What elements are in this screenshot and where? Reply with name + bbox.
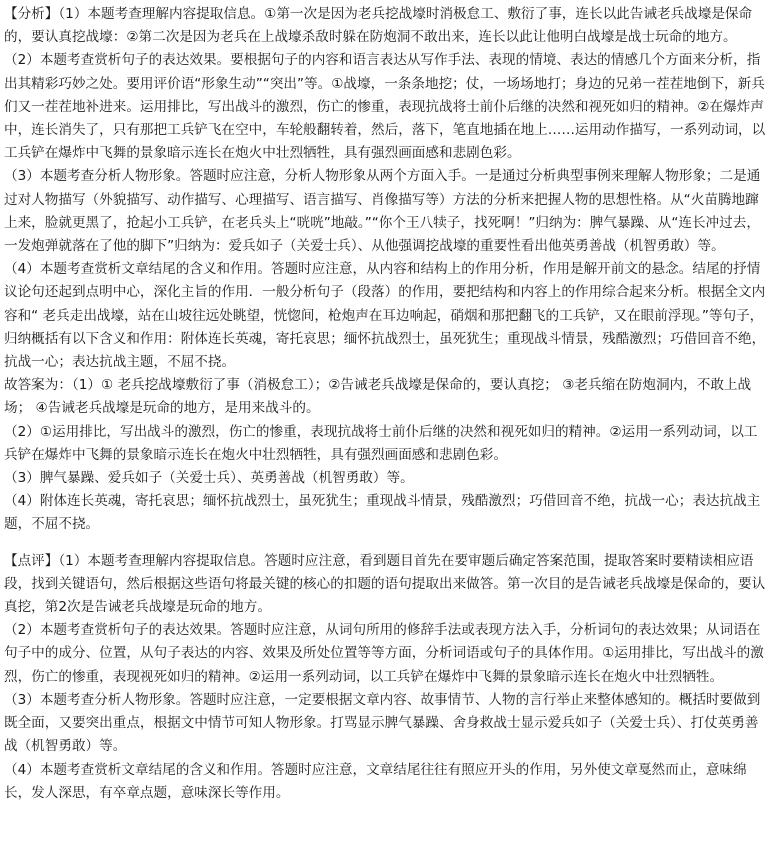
analysis-paragraph-1 [4,3,768,49]
review-paragraph-1 [4,550,768,620]
answer-paragraph-2: （2）①运用排比，写出战斗的激烈，伤亡的惨重，表现抗战将士前仆后继的决然和视死如归的精神。②运用一系列动词，以工兵铲在爆炸中飞舞的景象暗示连长在炮火中壮烈牺牲，具有强烈画面感和悲剧色彩。 [4,423,758,463]
review-paragraph-4: （4）本题考查赏析文章结尾的含义和作用。答题时应注意，文章结尾往往有照应开头的作用，另外使文章戛然而止，意味绵长，发人深思，有卒章点题，意味深长等作用。 [4,761,747,801]
analysis-section [4,3,768,374]
review-paragraph-3: （3）本题考查分析人物形象。答题时应注意，一定要根据文章内容、故事情节、人物的言行举止来整体感知的。概括时要做到既全面，又要突出重点，根据文中情节可知人物形象。打骂显示脾气暴躁、舍身救战士显示爱兵如子（关爱士兵）、打仗英勇善战（机智勇敢）等。 [4,691,761,755]
analysis-tag: 【分析】 [4,6,59,22]
answer-paragraph-4: （4）附体连长英魂，寄托哀思；缅怀抗战烈士，虽死犹生；重现战斗情景，残酷激烈；巧借回音不绝，抗战一心；表达抗战主题，不屈不挠。 [4,493,761,533]
review-section [4,550,768,805]
analysis-paragraph-2: （2）本题考查赏析句子的表达效果。要根据句子的内容和语言表达从写作手法、表现的情境、表达的情感几个方面来分析，指出其精彩巧妙之处。要用评价语“形象生动”“突出”等。①战壕，一条条地挖；仗，一场场地打；身边的兄弟一茬茬地倒下，新兵们又一茬茬地补进来。运用排比，写出战斗的激烈，伤亡的惨重，表现抗战将士前仆后继的决然和视死如归的精神。②在爆炸声中，连长消失了，只有那把工兵铲飞在空中，车轮般翻转着，然后，落下，笔直地插在地上……运用动作描写，一系列动词，以工兵铲在爆炸中飞舞的景象暗示连长在炮火中壮烈牺牲，具有强烈画面感和悲剧色彩。 [4,52,766,162]
review-tag: 【点评】 [4,552,59,569]
answer-paragraph-3: （3）脾气暴躁、爱兵如子（关爱士兵）、英勇善战（机智勇敢）等。 [4,470,414,487]
analysis-item-1-text: （1）本题考查理解内容提取信息。①第一次是因为老兵挖战壕时消极怠工、敷衍了事，连长以此告诫老兵战壕是保命的，要认真挖战壕：②第二次是因为老兵在上战壕杀敌时躲在防炮洞不敢出来，连长以此让他明白战壕是战士玩命的地方。 [4,6,753,46]
answer-section [4,374,768,536]
section-divider [4,537,768,550]
review-paragraph-2: （2）本题考查赏析句子的表达效果。答题时应注意，从词句所用的修辞手法或表现方法入手，分析词句的表达效果；从词语在句子中的成分、位置，从句子表达的内容、效果及所处位置等等方面，分析词语或句子的具体作用。①运用排比，写出战斗的激烈，伤亡的惨重，表现视死如归的精神。②运用一系列动词，以工兵铲在爆炸中飞舞的景象暗示连长在炮火中壮烈牺牲。 [4,622,764,685]
analysis-paragraph-3: （3）本题考查分析人物形象。答题时应注意，分析人物形象从两个方面入手。一是通过分析典型事例来理解人物形象；二是通过对人物描写（外貌描写、动作描写、心理描写、语言描写、肖像描写等）方法的分析来把握人物的思想性格。从“火苗腾地蹿上来，脸就更黑了，抢起小工兵铲，在老兵头上“咣咣”地敲。”“你个王八犊子，找死啊！”归纳为：脾气暴躁、从“连长冲过去，一发炮弹就落在了他的脚下”归纳为：爱兵如子（关爱士兵）、从他强调挖战壕的重要性看出他英勇善战（机智勇敢）等。 [4,168,761,255]
review-item-1-text: （1）本题考查理解内容提取信息。答题时应注意，看到题目首先在要审题后确定答案范围，提取答案时要精读相应语段，找到关键语句，然后根据这些语句将最关键的核心的扣题的语句提取出来做答。第一次目的是告诫老兵战壕是保命的，要认真挖，第2次是告诫老兵战壕是玩命的地方。 [4,552,766,616]
analysis-paragraph-4: （4）本题考查赏析文章结尾的含义和作用。答题时应注意，从内容和结构上的作用分析，作用是解开前文的悬念。结尾的抒情议论句还起到点明中心，深化主旨的作用．一般分析句子（段落）的作用，要把结构和内容上的作用综合起来分析。根据全文内容和“ 老兵走出战壕，站在山坡往远处眺望，恍惚间，枪炮声在耳边响起，硝烟和那把翻飞的工兵铲，又在眼前浮现。”等句子，归纳概括有以下含义和作用：附体连长英魂，寄托哀思；缅怀抗战烈士，虽死犹生；重现战斗情景，残酷激烈；巧借回音不绝，抗战一心；表达抗战主题，不屈不挠。 [4,261,766,371]
answer-paragraph-1: 故答案为：（1）① 老兵挖战壕敷衍了事（消极怠工）；②告诫老兵战壕是保命的，要认真挖； ③老兵缩在防炮洞内，不敢上战场； ④告诫老兵战壕是玩命的地方，是用来战斗的。 [4,377,752,417]
